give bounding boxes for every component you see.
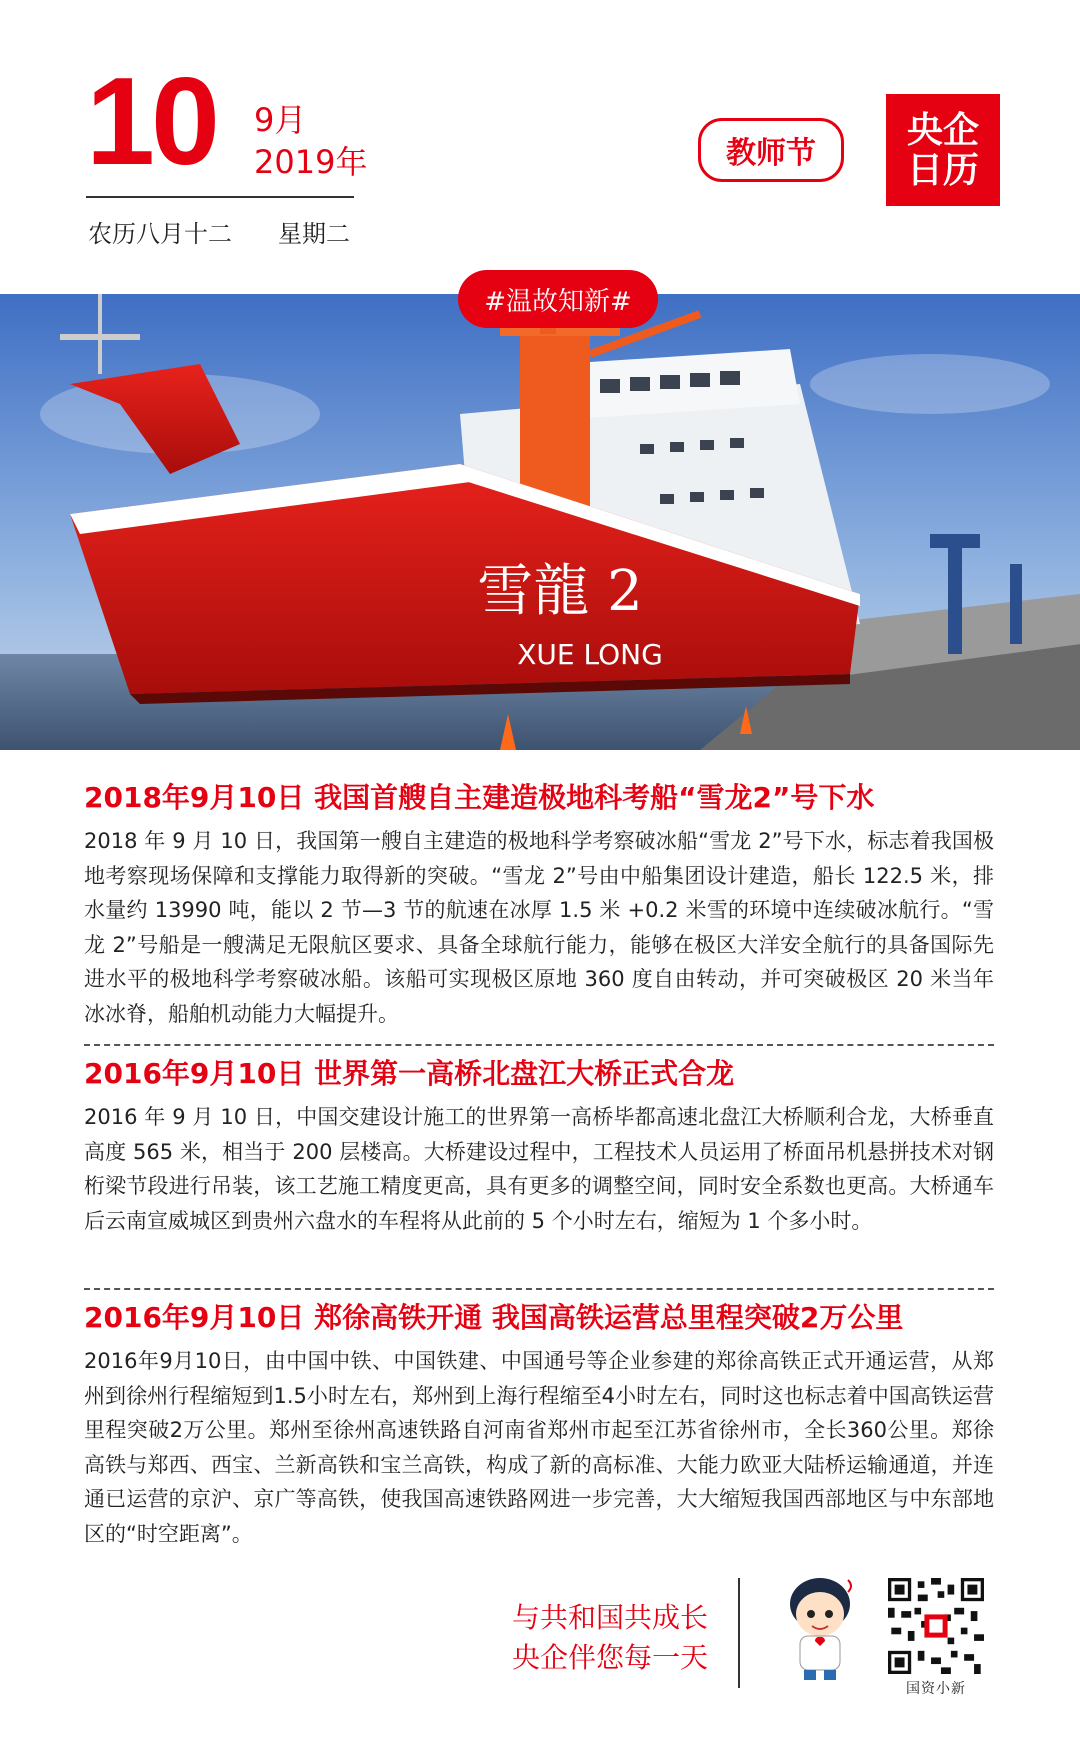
footer-divider <box>738 1578 740 1688</box>
year-label: 2019年 <box>254 143 368 181</box>
event-1-title: 2018年9月10日 我国首艘自主建造极地科考船“雪龙2”号下水 <box>84 781 875 814</box>
qr-code-icon <box>888 1578 984 1674</box>
event-2-body: 2016 年 9 月 10 日，中国交建设计施工的世界第一高桥毕都高速北盘江大桥顺利合龙，大桥垂直高度 565 米，相当于 200 层楼高。大桥建设过程中，工程技术人员运用了桥面吊机悬拼技术对钢桁梁节段进行吊装，该工艺施工精度更高，具有更多的调整空间，同时安全系数也更高。大桥通车后云南宣威城区到贵州六盘水的车程将从此前的 5 个小时左右，缩短为 1 个多小时。 <box>84 1105 994 1233</box>
brand-line-2: 日历 <box>906 149 979 191</box>
event-1-body: 2018 年 9 月 10 日，我国第一艘自主建造的极地科学考察破冰船“雪龙 2”号下水，标志着我国极地考察现场保障和支撑能力取得新的突破。“雪龙 2”号由中船集团设计建造，船长 122.5 米，排水量约 13990 吨，能以 2 节—3 节的航速在冰厚 1.5 米 +0.2 米雪的环境中连续破冰航行。“雪龙 2”号船是一艘满足无限航区要求、具备全球航行能力，能够在极区大洋安全航行的具备国际先进水平的极地科学考察破冰船。该船可实现极区原地 360 度自由转动，并可突破极区 20 米当年冰冰脊，船舶机动能力大幅提升。 <box>84 829 994 1026</box>
weekday: 星期二 <box>278 220 350 248</box>
month-label: 9月 <box>254 101 307 139</box>
event-3-title: 2016年9月10日 郑徐高铁开通 我国高铁运营总里程突破2万公里 <box>84 1301 904 1334</box>
ship-name-text: 雪龍 2 <box>477 559 643 624</box>
mascot-icon <box>778 1574 862 1684</box>
event-3 <box>84 1298 994 1551</box>
day-number: 10 <box>86 53 216 191</box>
slogan-line-2: 央企伴您每一天 <box>512 1641 709 1674</box>
event-divider-2 <box>84 1288 994 1290</box>
festival-badge: 教师节 <box>698 118 844 182</box>
lunar-date: 农历八月十二 <box>88 220 232 248</box>
event-divider-1 <box>84 1044 994 1046</box>
slogan-line-1: 与共和国共成长 <box>512 1601 709 1634</box>
qr-caption: 国资小新 <box>906 1681 966 1697</box>
event-2-title: 2016年9月10日 世界第一高桥北盘江大桥正式合龙 <box>84 1057 735 1090</box>
event-2 <box>84 1054 994 1238</box>
calendar-header <box>0 0 1080 290</box>
footer-slogan <box>512 1598 708 1678</box>
brand-logo <box>886 94 1000 206</box>
event-1 <box>84 778 994 1031</box>
ship-name-latin: XUE LONG <box>517 638 663 671</box>
header-divider <box>86 196 354 198</box>
review-tag: #温故知新# <box>458 270 658 328</box>
event-3-body: 2016年9月10日，由中国中铁、中国铁建、中国通号等企业参建的郑徐高铁正式开通运营，从郑州到徐州行程缩短到1.5小时左右，郑州到上海行程缩至4小时左右，同时这也标志着中国高铁运营里程突破2万公里。郑州至徐州高速铁路自河南省郑州市起至江苏省徐州市，全长360公里。郑徐高铁与郑西、西宝、兰新高铁和宝兰高铁，构成了新的高标准、大能力欧亚大陆桥运输通道，并连通已运营的京沪、京广等高铁，使我国高速铁路网进一步完善，大大缩短我国西部地区与中东部地区的“时空距离”。 <box>84 1349 994 1546</box>
brand-line-1: 央企 <box>906 109 979 151</box>
hero-ship-photo <box>0 294 1080 750</box>
